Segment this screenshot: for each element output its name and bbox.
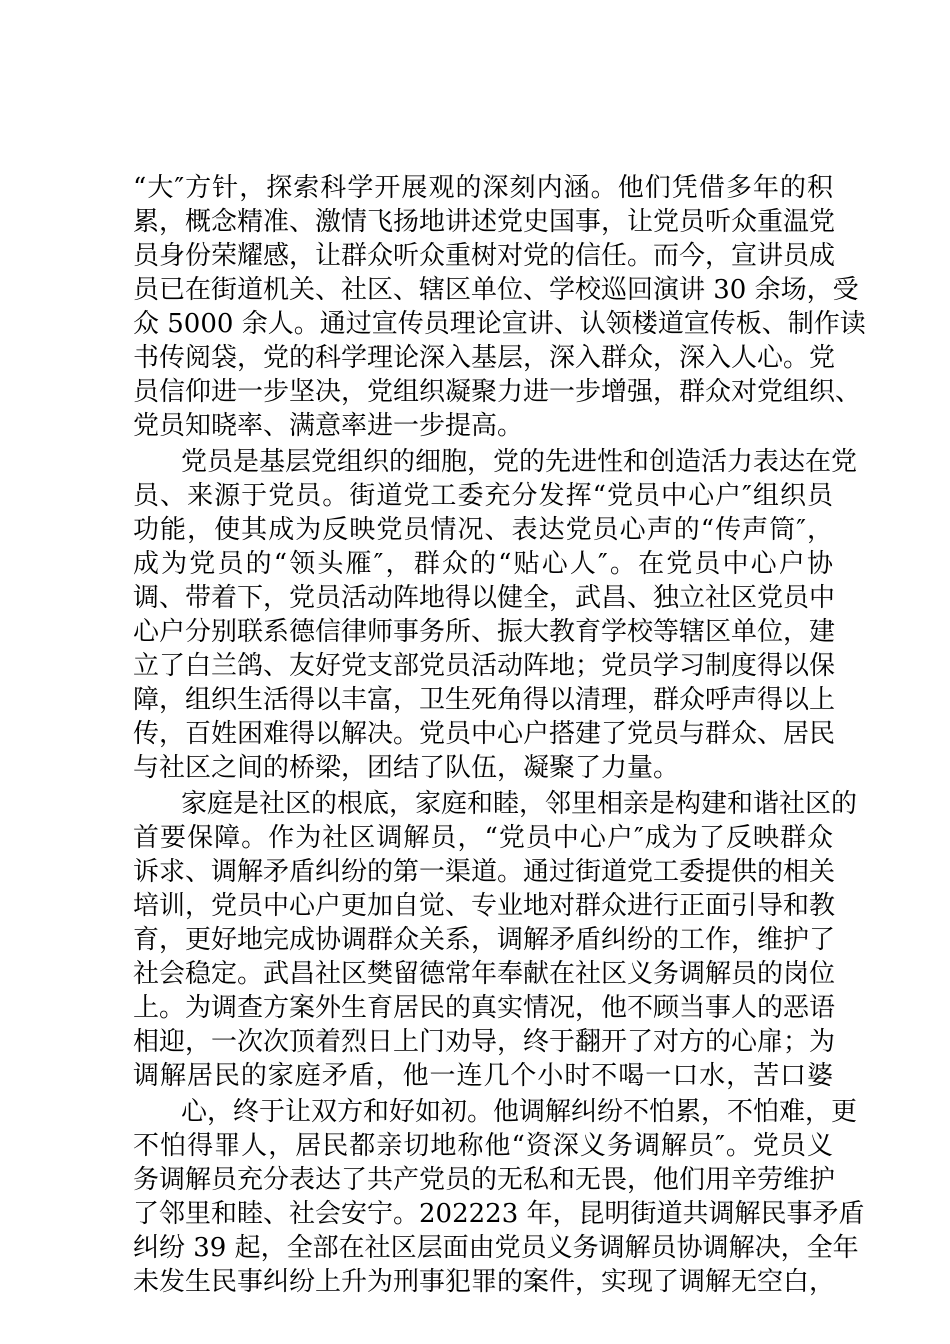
text-line: 上。为调查方案外生育居民的真实情况，他不顾当事人的恶语 [133, 993, 836, 1023]
text-line: 培训，党员中心户更加自觉、专业地对群众进行正面引导和教 [133, 891, 836, 921]
paragraph-first-line: 家庭是社区的根底，家庭和睦，邻里相亲是构建和谐社区的 [181, 789, 858, 819]
text-line: “大″方针，探索科学开展观的深刻内涵。他们凭借多年的积 [133, 173, 833, 203]
text-line: 障，组织生活得以丰富，卫生死角得以清理，群众呼声得以上 [133, 685, 836, 715]
text-line: 诉求、调解矛盾纠纷的第一渠道。通过街道党工委提供的相关 [133, 857, 836, 887]
text-line: 众 5000 余人。通过宣传员理论宣讲、认领楼道宣传板、制作读 [133, 309, 866, 339]
text-line: 相迎，一次次顶着烈日上门劝导，终于翻开了对方的心扉；为 [133, 1027, 836, 1057]
text-line: 了邻里和睦、社会安宁。202223 年，昆明街道共调解民事矛盾 [133, 1199, 865, 1229]
text-line: 传，百姓困难得以解决。党员中心户搭建了党员与群众、居民 [133, 719, 836, 749]
text-line: 务调解员充分表达了共产党员的无私和无畏，他们用辛劳维护 [133, 1165, 836, 1195]
text-line: 社会稳定。武昌社区樊留德常年奉献在社区义务调解员的岗位 [133, 959, 836, 989]
text-line: 纠纷 39 起，全部在社区层面由党员义务调解员协调解决，全年 [133, 1233, 859, 1263]
text-line: 育，更好地完成协调群众关系，调解矛盾纠纷的工作，维护了 [133, 925, 836, 955]
text-line: 员信仰进一步坚决，党组织凝聚力进一步增强，群众对党组织、 [133, 377, 862, 407]
text-line: 党员知晓率、满意率进一步提高。 [133, 411, 524, 441]
text-line: 累，概念精准、激情飞扬地讲述党史国事，让党员听众重温党 [133, 207, 836, 237]
text-line: 未发生民事纠纷上升为刑事犯罪的案件，实现了调解无空白， [133, 1267, 836, 1297]
paragraph-first-line: 党员是基层党组织的细胞，党的先进性和创造活力表达在党 [181, 447, 858, 477]
text-line: 员、来源于党员。街道党工委充分发挥“党员中心户″组织员 [133, 481, 833, 511]
text-line: 调解居民的家庭矛盾，他一连几个小时不喝一口水，苦口婆 [133, 1061, 833, 1091]
text-line: 首要保障。作为社区调解员，“党员中心户″成为了反映群众 [133, 823, 833, 853]
text-line: 书传阅袋，党的科学理论深入基层，深入群众，深入人心。党 [133, 343, 836, 373]
text-line: 心户分别联系德信律师事务所、振大教育学校等辖区单位，建 [133, 617, 836, 647]
paragraph-first-line: 心，终于让双方和好如初。他调解纠纷不怕累，不怕难，更 [181, 1097, 858, 1127]
text-line: 与社区之间的桥梁，团结了队伍，凝聚了力量。 [133, 753, 680, 783]
text-line: 调、带着下，党员活动阵地得以健全，武昌、独立社区党员中 [133, 583, 836, 613]
text-line: 成为党员的“领头雁″，群众的“贴心人″。在党员中心户协 [133, 549, 833, 579]
text-line: 功能，使其成为反映党员情况、表达党员心声的“传声筒″， [133, 515, 833, 545]
text-line: 不怕得罪人，居民都亲切地称他“资深义务调解员″。党员义 [133, 1131, 833, 1161]
text-line: 员身份荣耀感，让群众听众重树对党的信任。而今，宣讲员成 [133, 241, 836, 271]
text-line: 立了白兰鸽、友好党支部党员活动阵地；党员学习制度得以保 [133, 651, 836, 681]
text-line: 员已在街道机关、社区、辖区单位、学校巡回演讲 30 余场，受 [133, 275, 859, 305]
